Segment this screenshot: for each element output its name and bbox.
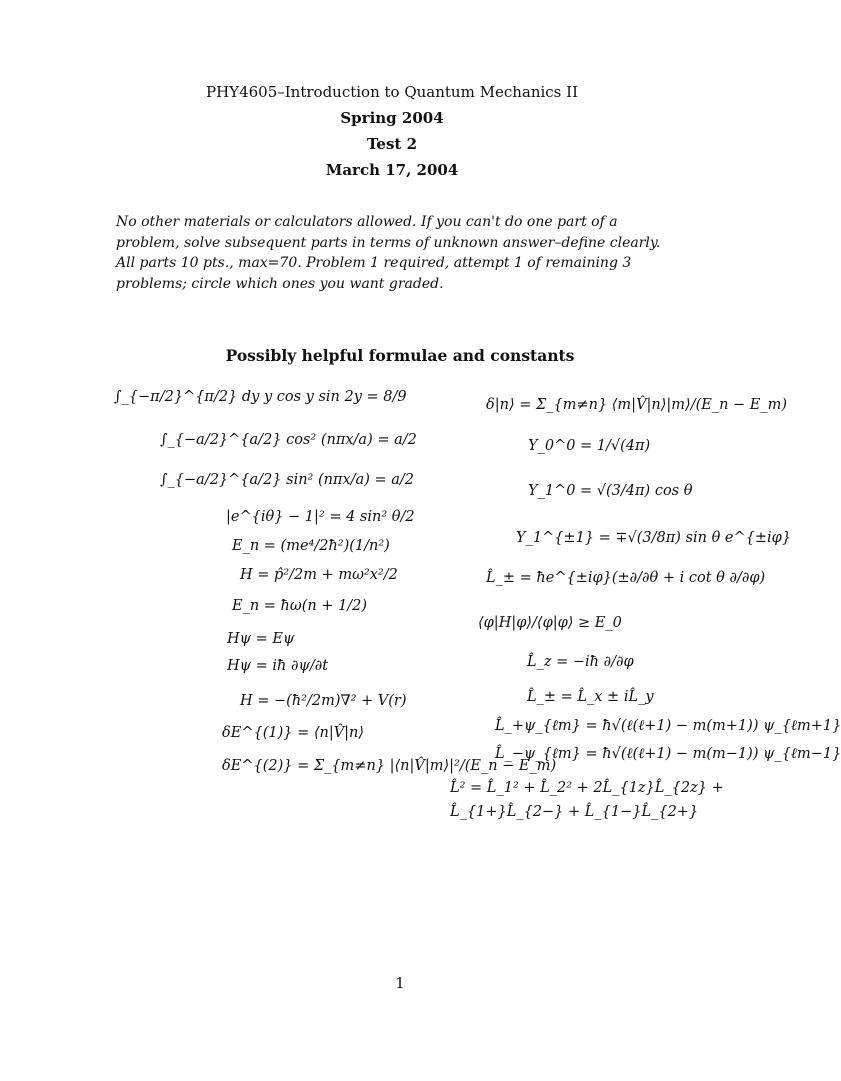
formula-right-5: L̂_± = ħe^{±iφ}(±∂/∂θ + i cot θ ∂/∂φ) [486, 570, 766, 586]
formula-right-8: L̂_± = L̂_x ± iL̂_y [527, 689, 654, 705]
formula-left-8: Hψ = Eψ [227, 631, 295, 647]
instructions: No other materials or calculators allowed. If you can't do one part of a problem, solve subsequent parts in terms of unknown answer–define clearly. All parts 10 pts., max=70. Problem 1 required, attempt 1 of remaining 3 problems; circle which ones you want graded. [116, 214, 661, 292]
formula-right-4: Y_1^{±1} = ∓√(3/8π) sin θ e^{±iφ} [516, 530, 792, 546]
formula-right-6: ⟨φ|H|φ⟩/⟨φ|φ⟩ ≥ E_0 [478, 615, 622, 631]
formula-right-1: δ|n⟩ = Σ_{m≠n} ⟨m|V̂|n⟩|m⟩/(E_n − E_m) [486, 397, 788, 413]
test-date: March 17, 2004 [325, 161, 459, 179]
formula-right-3: Y_1^0 = √(3/4π) cos θ [528, 483, 693, 499]
formula-left-3: ∫_{−a/2}^{a/2} sin² (nπx/a) = a/2 [160, 472, 414, 488]
section-title: Possibly helpful formulae and constants [225, 346, 575, 365]
formula-right-7: L̂_z = −iħ ∂/∂φ [527, 654, 634, 670]
formula-right-11: L̂² = L̂_1² + L̂_2² + 2L̂_{1z}L̂_{2z} + L̂_{1+}L̂_{2−} + L̂_{1−}L̂_{2+} [450, 780, 724, 820]
formula-left-7: E_n = ħω(n + 1/2) [232, 598, 368, 614]
formula-right-2: Y_0^0 = 1/√(4π) [528, 438, 651, 454]
formula-left-2: ∫_{−a/2}^{a/2} cos² (nπx/a) = a/2 [160, 432, 417, 448]
formula-left-1: ∫_{−π/2}^{π/2} dy y cos y sin 2y = 8/9 [114, 389, 407, 405]
page-number: 1 [395, 974, 405, 992]
formula-right-10: L̂_−ψ_{ℓm} = ħ√(ℓ(ℓ+1) − m(m−1)) ψ_{ℓm−1} [495, 746, 841, 762]
formula-left-4: |e^{iθ} − 1|² = 4 sin² θ/2 [226, 509, 415, 525]
term: Spring 2004 [340, 109, 444, 127]
formula-left-5: E_n = (me⁴/2ħ²)(1/n²) [232, 538, 390, 554]
formula-left-11: δE^{(1)} = ⟨n|V̂|n⟩ [222, 725, 365, 741]
formula-left-10: H = −(ħ²/2m)∇² + V(r) [240, 693, 407, 709]
test-title: Test 2 [366, 135, 418, 153]
formula-left-9: Hψ = iħ ∂ψ/∂t [227, 658, 329, 674]
formula-left-12: δE^{(2)} = Σ_{m≠n} |⟨n|V̂|m⟩|²/(E_n − E_m) [222, 758, 557, 774]
formula-left-6: H = p̂²/2m + mω²x²/2 [240, 567, 398, 583]
course-title: PHY4605–Introduction to Quantum Mechanics II [206, 83, 578, 101]
formula-right-9: L̂_+ψ_{ℓm} = ħ√(ℓ(ℓ+1) − m(m+1)) ψ_{ℓm+1} [495, 718, 841, 734]
